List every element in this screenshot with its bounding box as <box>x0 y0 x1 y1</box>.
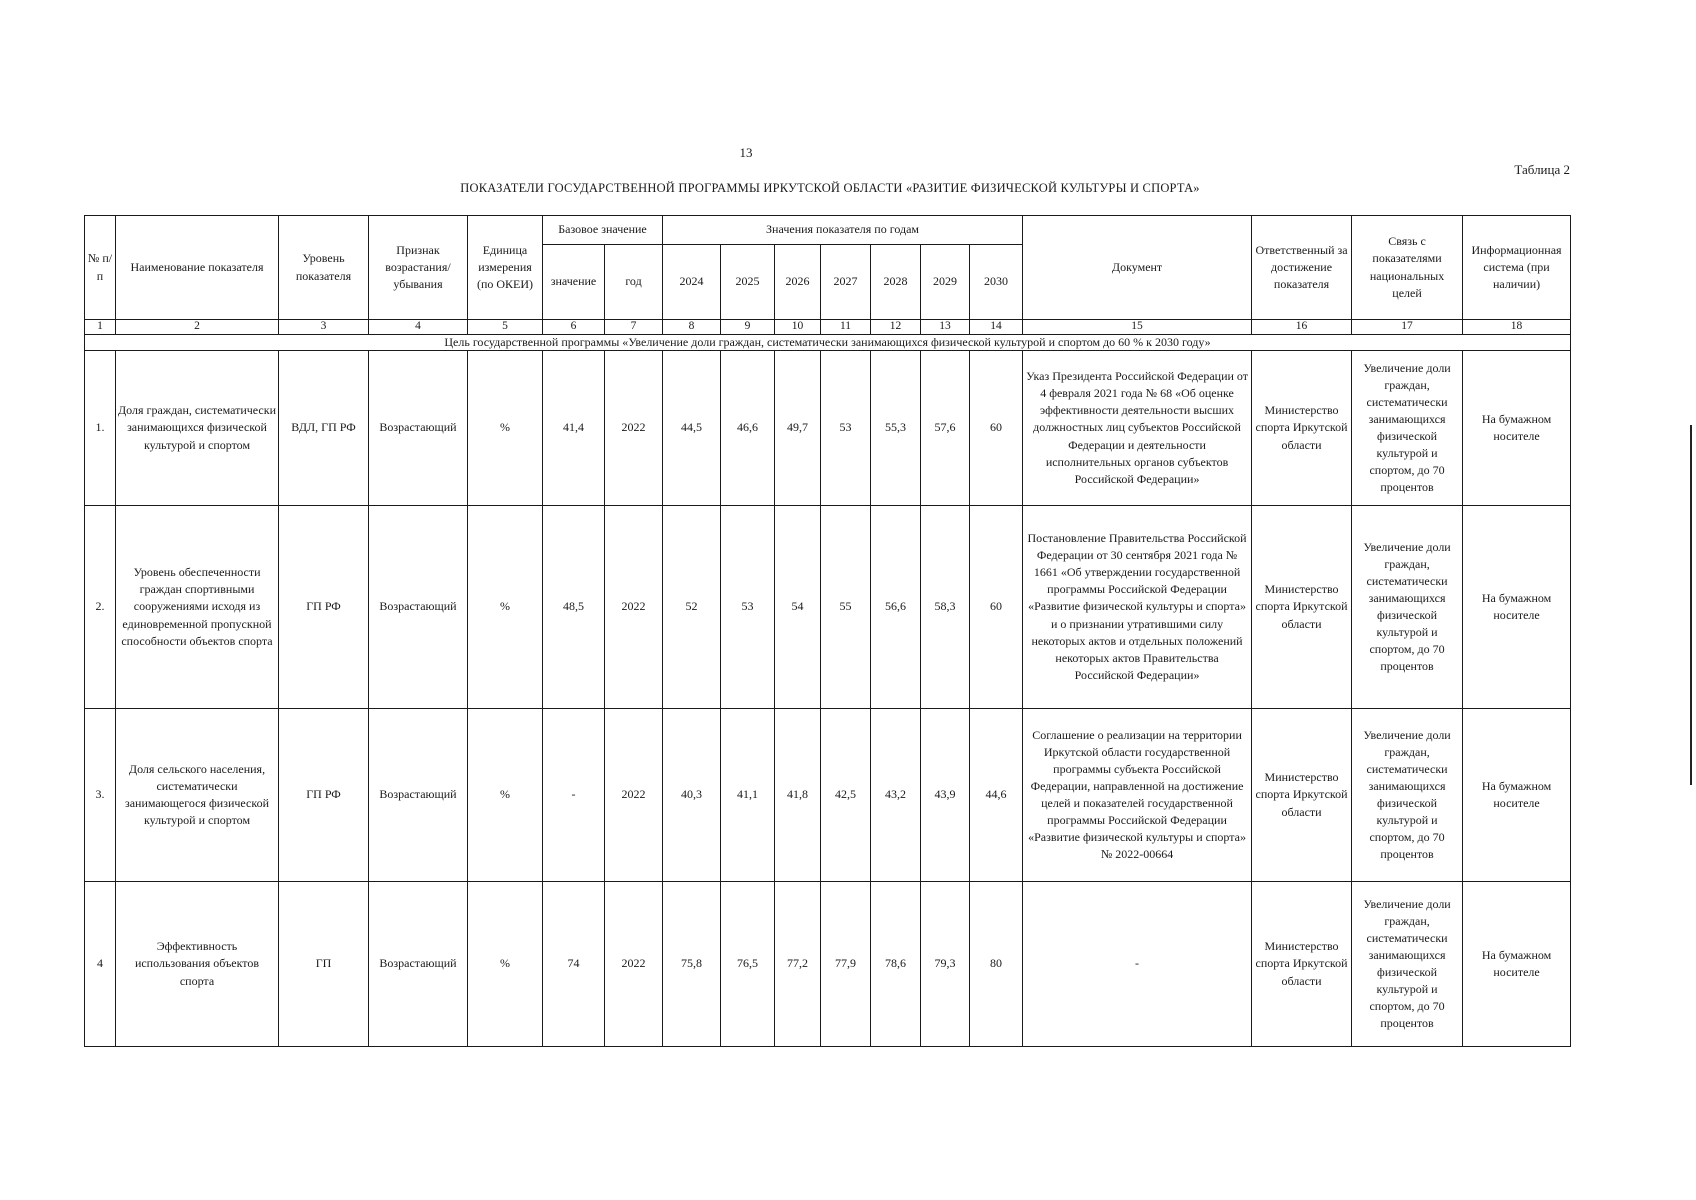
base-year: 2022 <box>605 709 663 882</box>
year-value: 60 <box>970 506 1023 709</box>
column-number: 6 <box>543 320 605 335</box>
base-value: 41,4 <box>543 351 605 506</box>
responsible-body: Министерство спорта Иркутской области <box>1252 709 1352 882</box>
header-year: 2030 <box>970 245 1023 320</box>
document-reference: Постановление Правительства Российской Федерации от 30 сентября 2021 года № 1661 «Об утверждении государственной программы Российской Федерации «Развитие физической культуры и спорта» и о признании утратившими силу некоторых актов и отдельных положений некоторых актов Правительства Российской Федерации» <box>1023 506 1252 709</box>
row-number: 4 <box>85 882 116 1047</box>
year-value: 43,9 <box>921 709 970 882</box>
base-year: 2022 <box>605 882 663 1047</box>
header-year: 2029 <box>921 245 970 320</box>
year-value: 41,1 <box>721 709 775 882</box>
header-year: 2026 <box>775 245 821 320</box>
column-number: 17 <box>1352 320 1463 335</box>
year-value: 77,9 <box>821 882 871 1047</box>
responsible-body: Министерство спорта Иркутской области <box>1252 506 1352 709</box>
header-base-year: год <box>605 245 663 320</box>
scan-edge-line <box>1690 425 1692 785</box>
table-row <box>85 506 1571 709</box>
information-system: На бумажном носителе <box>1463 709 1571 882</box>
year-value: 78,6 <box>871 882 921 1047</box>
table-row <box>85 709 1571 882</box>
year-value: 41,8 <box>775 709 821 882</box>
year-value: 56,6 <box>871 506 921 709</box>
document-reference: Указ Президента Российской Федерации от 4 февраля 2021 года № 68 «Об оценке эффективности деятельности высших должностных лиц субъектов Российской Федерации и деятельности исполнительных органов субъектов Российской Федерации» <box>1023 351 1252 506</box>
base-year: 2022 <box>605 506 663 709</box>
column-number: 16 <box>1252 320 1352 335</box>
year-value: 79,3 <box>921 882 970 1047</box>
national-goal-link: Увеличение доли граждан, систематически занимающихся физической культурой и спортом, до 70 процентов <box>1352 506 1463 709</box>
indicator-trend: Возрастающий <box>369 351 468 506</box>
year-value: 55 <box>821 506 871 709</box>
year-value: 49,7 <box>775 351 821 506</box>
indicator-unit: % <box>468 506 543 709</box>
column-number: 9 <box>721 320 775 335</box>
column-number: 11 <box>821 320 871 335</box>
document-reference: Соглашение о реализации на территории Иркутской области государственной программы субъекта Российской Федерации, направленной на достижение целей и показателей государственной программы Российской Федерации «Развитие физической культуры и спорта» № 2022-00664 <box>1023 709 1252 882</box>
year-value: 80 <box>970 882 1023 1047</box>
indicator-unit: % <box>468 882 543 1047</box>
year-value: 55,3 <box>871 351 921 506</box>
column-number: 14 <box>970 320 1023 335</box>
indicator-unit: % <box>468 351 543 506</box>
year-value: 43,2 <box>871 709 921 882</box>
row-number: 3. <box>85 709 116 882</box>
base-value: 74 <box>543 882 605 1047</box>
header-link: Связь с показателями национальных целей <box>1352 216 1463 320</box>
column-number: 8 <box>663 320 721 335</box>
table-row <box>85 351 1571 506</box>
year-value: 57,6 <box>921 351 970 506</box>
indicator-name: Доля граждан, систематически занимающихся физической культурой и спортом <box>116 351 279 506</box>
indicator-trend: Возрастающий <box>369 709 468 882</box>
indicator-name: Уровень обеспеченности граждан спортивными сооружениями исходя из единовременной пропускной способности объектов спорта <box>116 506 279 709</box>
responsible-body: Министерство спорта Иркутской области <box>1252 351 1352 506</box>
year-value: 44,5 <box>663 351 721 506</box>
column-number: 10 <box>775 320 821 335</box>
header-num: № п/п <box>85 216 116 320</box>
year-value: 42,5 <box>821 709 871 882</box>
column-number: 1 <box>85 320 116 335</box>
header-years-group: Значения показателя по годам <box>663 216 1023 245</box>
responsible-body: Министерство спорта Иркутской области <box>1252 882 1352 1047</box>
indicator-trend: Возрастающий <box>369 506 468 709</box>
document-reference: - <box>1023 882 1252 1047</box>
column-number: 5 <box>468 320 543 335</box>
column-number: 12 <box>871 320 921 335</box>
information-system: На бумажном носителе <box>1463 351 1571 506</box>
column-number: 4 <box>369 320 468 335</box>
indicator-name: Доля сельского населения, систематически занимающегося физической культурой и спортом <box>116 709 279 882</box>
header-year: 2027 <box>821 245 871 320</box>
indicator-level: ГП РФ <box>279 506 369 709</box>
year-value: 54 <box>775 506 821 709</box>
year-value: 46,6 <box>721 351 775 506</box>
program-goal-row <box>85 335 1571 351</box>
base-year: 2022 <box>605 351 663 506</box>
base-value: 48,5 <box>543 506 605 709</box>
header-responsible: Ответственный за достижение показателя <box>1252 216 1352 320</box>
year-value: 75,8 <box>663 882 721 1047</box>
program-goal: Цель государственной программы «Увеличение доли граждан, систематически занимающихся физической культурой и спортом до 60 % к 2030 году» <box>85 335 1571 351</box>
column-number: 13 <box>921 320 970 335</box>
header-unit: Единица измерения (по ОКЕИ) <box>468 216 543 320</box>
header-row-1 <box>85 216 1571 245</box>
year-value: 77,2 <box>775 882 821 1047</box>
column-number: 7 <box>605 320 663 335</box>
column-number: 18 <box>1463 320 1571 335</box>
row-number: 2. <box>85 506 116 709</box>
header-year: 2024 <box>663 245 721 320</box>
year-value: 53 <box>821 351 871 506</box>
header-document: Документ <box>1023 216 1252 320</box>
year-value: 52 <box>663 506 721 709</box>
year-value: 40,3 <box>663 709 721 882</box>
national-goal-link: Увеличение доли граждан, систематически занимающихся физической культурой и спортом, до 70 процентов <box>1352 351 1463 506</box>
indicators-table <box>84 215 1571 1047</box>
header-trend: Признак возрастания/ убывания <box>369 216 468 320</box>
year-value: 76,5 <box>721 882 775 1047</box>
header-year: 2025 <box>721 245 775 320</box>
year-value: 44,6 <box>970 709 1023 882</box>
page-number: 13 <box>739 145 753 160</box>
information-system: На бумажном носителе <box>1463 882 1571 1047</box>
indicator-trend: Возрастающий <box>369 882 468 1047</box>
header-level: Уровень показателя <box>279 216 369 320</box>
header-base-value: значение <box>543 245 605 320</box>
header-name: Наименование показателя <box>116 216 279 320</box>
base-value: - <box>543 709 605 882</box>
header-base-group: Базовое значение <box>543 216 663 245</box>
national-goal-link: Увеличение доли граждан, систематически занимающихся физической культурой и спортом, до 70 процентов <box>1352 882 1463 1047</box>
table-row <box>85 882 1571 1047</box>
indicator-level: ВДЛ, ГП РФ <box>279 351 369 506</box>
indicator-unit: % <box>468 709 543 882</box>
header-infosys: Информационная система (при наличии) <box>1463 216 1571 320</box>
column-number-row <box>85 320 1571 335</box>
column-number: 15 <box>1023 320 1252 335</box>
header-year: 2028 <box>871 245 921 320</box>
information-system: На бумажном носителе <box>1463 506 1571 709</box>
table-label: Таблица 2 <box>1514 162 1570 177</box>
year-value: 53 <box>721 506 775 709</box>
indicator-name: Эффективность использования объектов спорта <box>116 882 279 1047</box>
year-value: 60 <box>970 351 1023 506</box>
row-number: 1. <box>85 351 116 506</box>
indicator-level: ГП РФ <box>279 709 369 882</box>
column-number: 3 <box>279 320 369 335</box>
indicator-level: ГП <box>279 882 369 1047</box>
column-number: 2 <box>116 320 279 335</box>
national-goal-link: Увеличение доли граждан, систематически занимающихся физической культурой и спортом, до 70 процентов <box>1352 709 1463 882</box>
document-title: ПОКАЗАТЕЛИ ГОСУДАРСТВЕННОЙ ПРОГРАММЫ ИРКУТСКОЙ ОБЛАСТИ «РАЗИТИЕ ФИЗИЧЕСКОЙ КУЛЬТУРЫ И СПОРТА» <box>460 181 1200 195</box>
year-value: 58,3 <box>921 506 970 709</box>
